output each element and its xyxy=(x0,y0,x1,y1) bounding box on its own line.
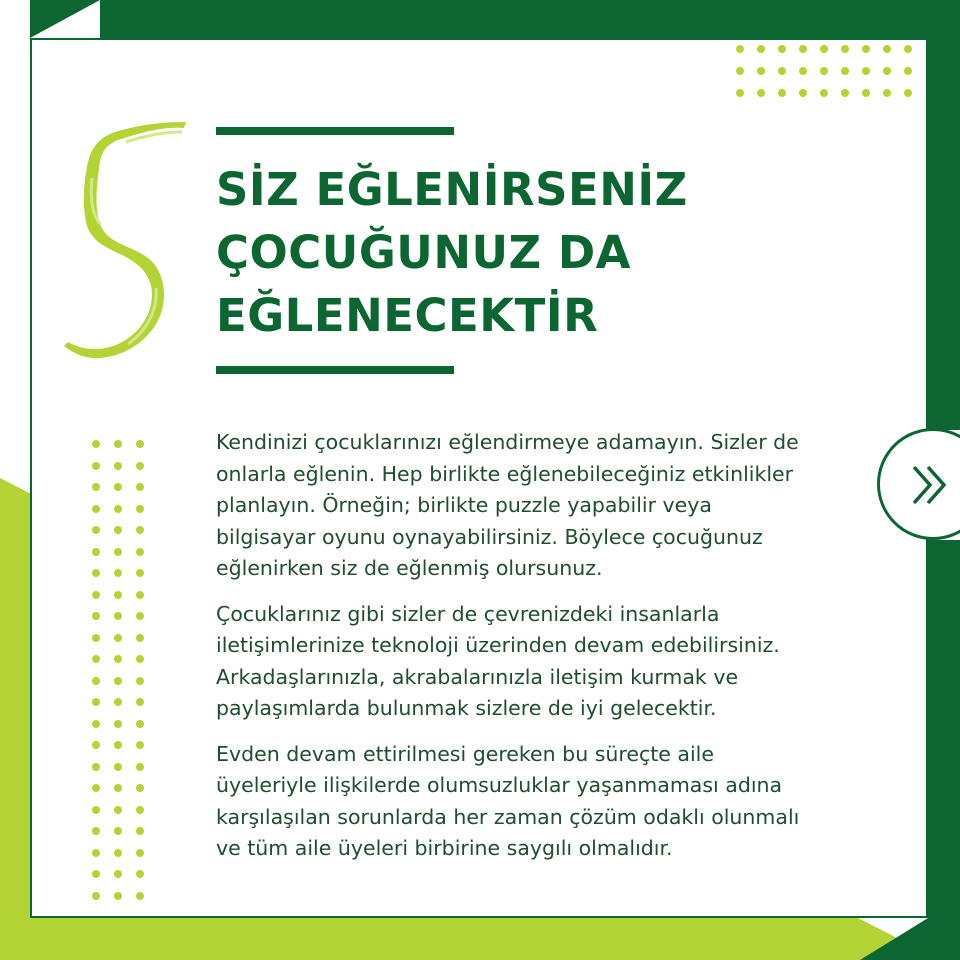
decor-dot xyxy=(92,698,100,706)
paragraph-line: Çocuklarınız gibi sizler de çevrenizdeki insanlarla xyxy=(216,601,720,626)
decor-dot xyxy=(114,655,122,663)
paragraph-line: Kendinizi çocuklarınızı eğlendirmeye adamayın. Sizler de xyxy=(216,430,799,454)
decor-dot xyxy=(136,677,144,685)
dot-pattern-left xyxy=(92,440,144,900)
decor-dot xyxy=(778,45,786,53)
decor-dot xyxy=(883,89,891,97)
decor-dot xyxy=(92,569,100,577)
decor-dot xyxy=(92,827,100,835)
decor-dot xyxy=(136,440,144,448)
paragraph-line: paylaşımlarda bulunmak sizlere de iyi gelecektir. xyxy=(216,696,717,720)
paragraph-3 xyxy=(216,739,856,865)
paragraph-line: planlayın. Örneğin; birlikte puzzle yapabilir veya xyxy=(216,493,712,517)
decor-dot xyxy=(820,45,828,53)
decor-dot xyxy=(136,827,144,835)
decor-dot xyxy=(757,89,765,97)
decor-dot xyxy=(136,806,144,814)
decor-dot xyxy=(862,45,870,53)
decor-dot xyxy=(778,67,786,75)
decor-dot xyxy=(883,67,891,75)
title-rule-top xyxy=(216,127,454,135)
decor-dot xyxy=(114,741,122,749)
decor-dot xyxy=(136,591,144,599)
double-chevron-right-icon xyxy=(910,463,950,507)
decor-dot xyxy=(757,45,765,53)
decor-dot xyxy=(92,505,100,513)
decor-dot xyxy=(136,763,144,771)
decor-dot xyxy=(136,483,144,491)
decor-dot xyxy=(92,440,100,448)
decor-dot xyxy=(841,89,849,97)
decor-dot xyxy=(114,462,122,470)
decor-dot xyxy=(736,67,744,75)
decor-dot xyxy=(757,67,765,75)
decor-dot xyxy=(136,505,144,513)
paragraph-2 xyxy=(216,599,856,725)
decor-dot xyxy=(736,89,744,97)
decor-dot xyxy=(904,67,912,75)
decor-dot xyxy=(841,45,849,53)
decor-dot xyxy=(114,612,122,620)
decor-dot xyxy=(904,45,912,53)
paragraph-line: üyeleriyle ilişkilerde olumsuzluklar yaşanmaması adına xyxy=(216,773,783,797)
decor-dot xyxy=(92,720,100,728)
step-number-five xyxy=(52,118,202,378)
decor-dot xyxy=(136,569,144,577)
decor-dot xyxy=(862,67,870,75)
body-text xyxy=(216,427,856,879)
paragraph-line: Evden devam ettirilmesi gereken bu süreçte aile xyxy=(216,741,714,766)
decor-dot xyxy=(841,67,849,75)
paragraph-line: Arkadaşlarınızla, akrabalarınızla iletişim kurmak ve xyxy=(216,664,739,689)
paragraph-line: eğlenirken siz de eğlenmiş olursunuz. xyxy=(216,556,603,580)
decor-dot xyxy=(114,763,122,771)
decor-dot xyxy=(114,440,122,448)
decor-dot xyxy=(92,870,100,878)
decor-dot xyxy=(114,569,122,577)
title-rule-bottom xyxy=(216,366,454,374)
decor-dot xyxy=(136,784,144,792)
brush-five-stroke xyxy=(64,122,186,358)
decor-dot xyxy=(136,870,144,878)
decor-dot xyxy=(820,89,828,97)
decor-dot xyxy=(92,892,100,900)
decor-dot xyxy=(92,741,100,749)
decor-dot xyxy=(92,784,100,792)
decor-dot xyxy=(778,89,786,97)
decor-dot xyxy=(92,612,100,620)
decor-dot xyxy=(114,870,122,878)
decor-dot xyxy=(799,45,807,53)
decor-dot xyxy=(799,67,807,75)
decor-dot xyxy=(136,655,144,663)
decor-dot xyxy=(114,849,122,857)
decor-dot xyxy=(92,591,100,599)
decor-dot xyxy=(114,548,122,556)
decor-dot xyxy=(114,483,122,491)
paragraph-line: onlarla eğlenin. Hep birlikte eğlenebileceğiniz etkinlikler xyxy=(216,461,794,486)
decor-dot xyxy=(136,462,144,470)
decor-dot xyxy=(136,612,144,620)
decor-dot xyxy=(114,591,122,599)
decor-dot xyxy=(114,892,122,900)
paragraph-line: ve tüm aile üyeleri birbirine saygılı olmalıdır. xyxy=(216,836,673,860)
title-line-2: ÇOCUĞUNUZ DA xyxy=(216,226,631,279)
paragraph-line: karşılaşılan sorunlarda her zaman çözüm odaklı olunmalı xyxy=(216,804,800,829)
decor-dot xyxy=(92,483,100,491)
decor-dot xyxy=(862,89,870,97)
decor-dot xyxy=(92,655,100,663)
paragraph-line: iletişimlerinize teknoloji üzerinden devam edebilirsiniz. xyxy=(216,633,780,657)
decor-dot xyxy=(136,698,144,706)
decor-dot xyxy=(92,634,100,642)
title-line-3: EĞLENECEKTİR xyxy=(216,289,599,342)
decor-dot xyxy=(114,505,122,513)
decor-dot xyxy=(799,89,807,97)
decor-dot xyxy=(904,89,912,97)
decor-dot xyxy=(114,526,122,534)
decor-dot xyxy=(114,827,122,835)
decor-dot xyxy=(114,677,122,685)
decor-dot xyxy=(136,892,144,900)
dot-pattern-top-right xyxy=(736,45,912,97)
decor-dot xyxy=(136,526,144,534)
decor-dot xyxy=(92,548,100,556)
page-title xyxy=(216,158,816,347)
decor-dot xyxy=(92,763,100,771)
decor-dot xyxy=(136,634,144,642)
decor-dot xyxy=(820,67,828,75)
decor-dot xyxy=(92,806,100,814)
paragraph-line: bilgisayar oyunu oynayabilirsiniz. Böylece çocuğunuz xyxy=(216,524,763,549)
decor-dot xyxy=(114,806,122,814)
decor-dot xyxy=(136,741,144,749)
decor-dot xyxy=(92,849,100,857)
title-line-1: SİZ EĞLENİRSENİZ xyxy=(216,163,688,216)
paragraph-1 xyxy=(216,427,856,585)
decor-dot xyxy=(92,526,100,534)
decor-dot xyxy=(736,45,744,53)
decor-dot xyxy=(92,677,100,685)
decor-dot xyxy=(114,634,122,642)
decor-dot xyxy=(114,784,122,792)
decor-dot xyxy=(114,698,122,706)
decor-dot xyxy=(136,548,144,556)
decor-dot xyxy=(136,849,144,857)
decor-dot xyxy=(883,45,891,53)
decor-dot xyxy=(114,720,122,728)
decor-dot xyxy=(136,720,144,728)
top-left-fold xyxy=(30,0,100,38)
decor-dot xyxy=(92,462,100,470)
